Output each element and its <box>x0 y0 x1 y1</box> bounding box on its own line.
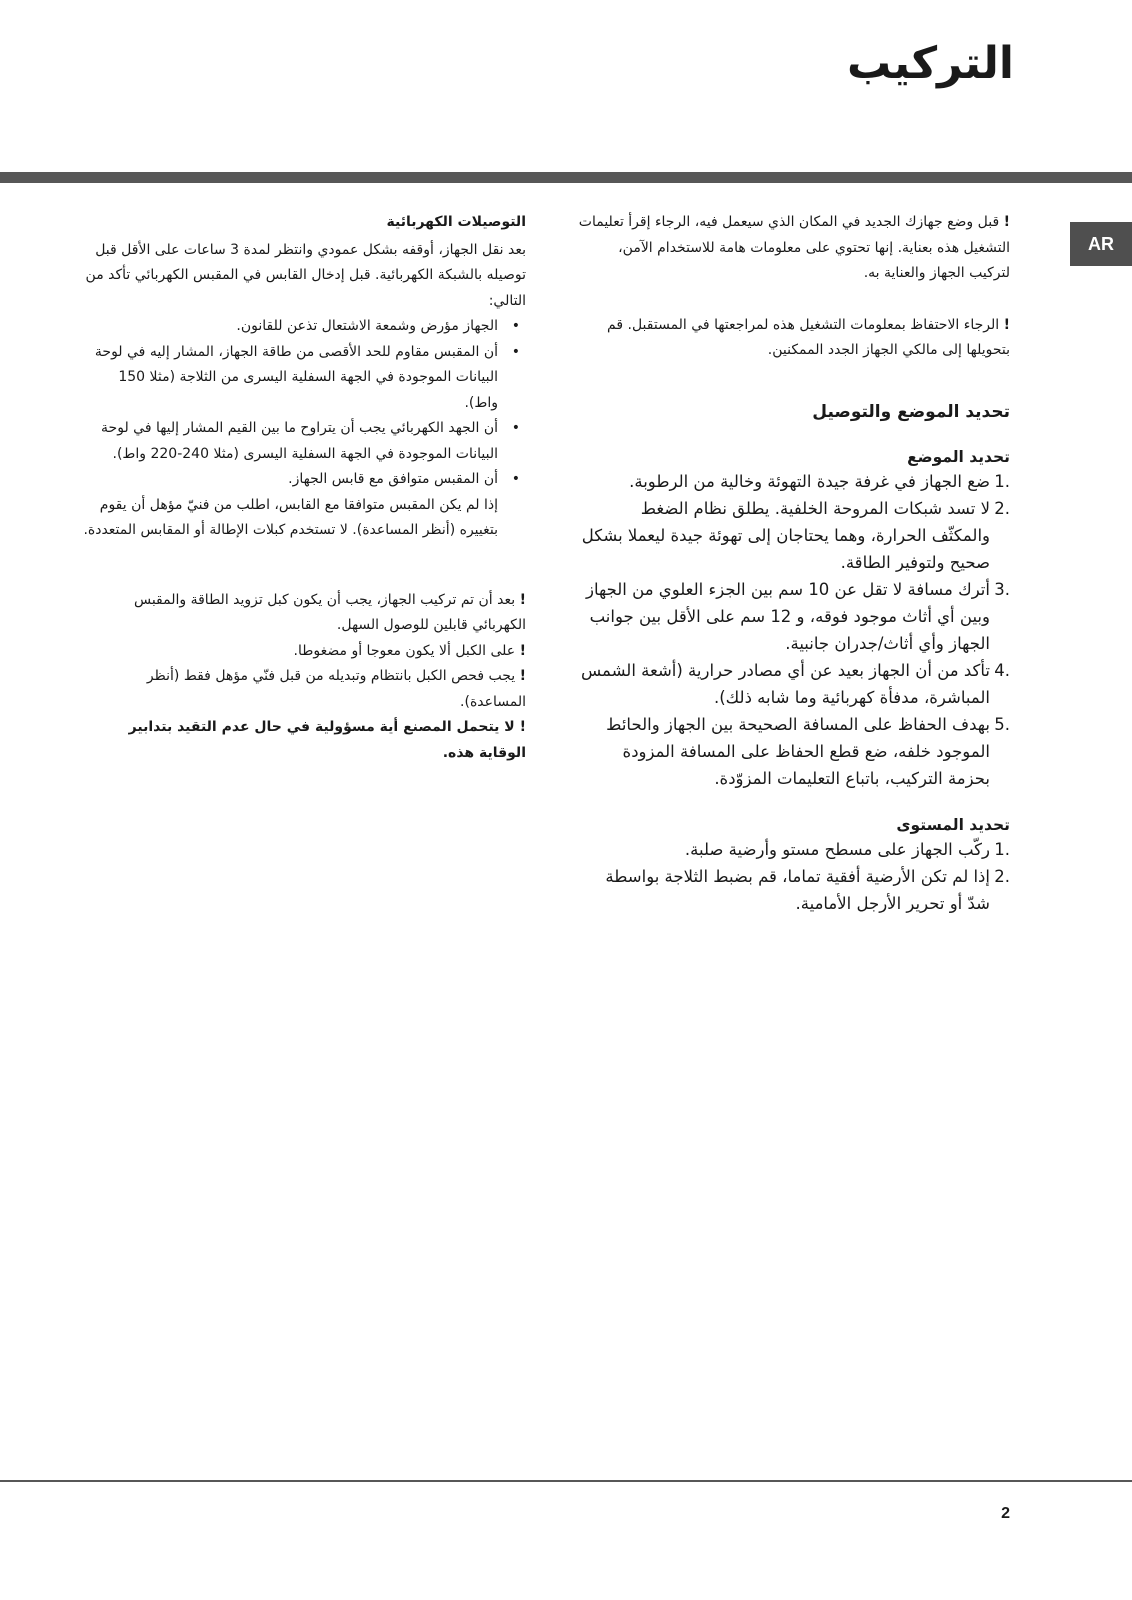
step-text: تأكد من أن الجهاز بعيد عن أي مصادر حرارية (أشعة الشمس المباشرة، مدفأة كهربائية وما شابه ذلك). <box>581 660 990 707</box>
step-number: 2. <box>994 866 1010 886</box>
step-number: 4. <box>994 660 1010 680</box>
warning-item <box>81 639 526 665</box>
warning-item <box>81 664 526 715</box>
list-item <box>578 495 1010 576</box>
list-item: • أن المقبس متوافق مع قابس الجهاز. <box>81 467 526 493</box>
step-number: 2. <box>994 498 1010 518</box>
notice-paragraph <box>578 210 1010 287</box>
step-number: 1. <box>994 839 1010 859</box>
top-divider <box>0 172 1132 183</box>
warning-text: على الكبل ألا يكون معوجا أو مضغوطا. <box>293 642 516 659</box>
left-column <box>81 210 526 766</box>
warning-text: يجب فحص الكبل بانتظام وتبديله من قبل فنّي مؤهل فقط (أنظر المساعدة). <box>146 668 526 710</box>
language-tab: AR <box>1070 222 1132 266</box>
list-item: • الجهاز مؤرض وشمعة الاشتعال تذعن للقانون. <box>81 314 526 340</box>
exclamation-icon: ! <box>519 642 526 659</box>
positioning-steps <box>578 468 1010 792</box>
list-item <box>578 657 1010 711</box>
exclamation-icon: ! <box>519 668 526 684</box>
section-title: تحديد الموضع والتوصيل <box>812 401 1010 422</box>
step-text: لا تسد شبكات المروحة الخلفية. يطلق نظام الضغط والمكثّف الحرارة، وهما يحتاجان إلى تهوئة جيدة ليعملا بشكل صحيح ولتوفير الطاقة. <box>581 498 990 572</box>
notice-text: الرجاء الاحتفاظ بمعلومات التشغيل هذه لمراجعتها في المستقبل. قم بتحويلها إلى مالكي الجهاز الجدد الممكنين. <box>607 316 1010 358</box>
electrical-checklist <box>81 314 526 493</box>
list-item <box>578 863 1010 917</box>
step-text: بهدف الحفاظ على المسافة الصحيحة بين الجهاز والحائط الموجود خلفه، ضع قطع الحفاظ على المسافة المزودة بحزمة التركيب، باتباع التعليمات المزوّدة. <box>606 714 990 788</box>
warning-text: بعد أن تم تركيب الجهاز، يجب أن يكون كبل تزويد الطاقة والمقبس الكهربائي قابلين للوصول السهل. <box>133 591 526 633</box>
list-item: • أن المقبس مقاوم للحد الأقصى من طاقة الجهاز، المشار إليه في لوحة البيانات الموجودة في الجهة السفلية اليسرى من الثلاجة (مثلا 150 واط). <box>81 340 526 417</box>
warning-item <box>81 715 526 766</box>
page-number: 2 <box>1001 1505 1010 1522</box>
step-number: 3. <box>994 579 1010 599</box>
notice-paragraph <box>578 313 1010 364</box>
exclamation-icon: ! <box>1003 214 1010 230</box>
step-text: ضع الجهاز في غرفة جيدة التهوئة وخالية من الرطوبة. <box>629 471 990 491</box>
leveling-steps <box>578 836 1010 917</box>
electrical-heading: التوصيلات الكهربائية <box>386 214 526 230</box>
step-text: إذا لم تكن الأرضية أفقية تماما، قم بضبط الثلاجة بواسطة شدّ أو تحرير الأرجل الأمامية. <box>605 866 990 913</box>
step-text: ركّب الجهاز على مسطح مستو وأرضية صلبة. <box>684 839 990 859</box>
bottom-divider <box>0 1480 1132 1482</box>
exclamation-icon: ! <box>519 591 526 608</box>
list-item <box>578 836 1010 863</box>
step-number: 1. <box>994 471 1010 491</box>
exclamation-icon: ! <box>519 719 526 735</box>
list-item <box>578 711 1010 792</box>
disclaimer-text: لا يتحمل المصنع أية مسؤولية في حال عدم التقيد بتدابير الوقاية هذه. <box>128 719 526 761</box>
list-item <box>578 468 1010 495</box>
exclamation-icon: ! <box>1003 316 1010 333</box>
list-item: • أن الجهد الكهربائي يجب أن يتراوح ما بين القيم المشار إليها في لوحة البيانات الموجودة في الجهة السفلية اليسرى (مثلا 240-220 واط). <box>81 416 526 467</box>
step-number: 5. <box>994 714 1010 734</box>
list-item <box>578 576 1010 657</box>
warning-item <box>81 588 526 639</box>
right-column <box>578 210 1010 917</box>
electrical-intro: بعد نقل الجهاز، أوقفه بشكل عمودي وانتظر لمدة 3 ساعات على الأقل قبل توصيله بالشبكة الكهربائية. قبل إدخال القابس في المقبس الكهربائي تأكد من التالي: <box>85 241 526 309</box>
page-title: التركيب <box>846 38 1014 89</box>
step-text: أترك مسافة لا تقل عن 10 سم بين الجزء العلوي من الجهاز وبين أي أثاث موجود فوقه، و 12 سم على الأقل بين جوانب الجهاز وأي أثاث/جدران جانبية. <box>586 579 990 653</box>
leveling-heading: تحديد المستوى <box>896 815 1010 834</box>
checklist-note: إذا لم يكن المقبس متوافقا مع القابس، اطلب من فنيّ مؤهل أن يقوم بتغييره (أنظر المساعدة). لا تستخدم كبلات الإطالة أو المقابس المتعددة. <box>83 496 498 538</box>
notice-text: قبل وضع جهازك الجديد في المكان الذي سيعمل فيه، الرجاء إقرأ تعليمات التشغيل هذه بعناية. إنها تحتوي على معلومات هامة للاستخدام الآمن، لتركيب الجهاز والعناية به. <box>578 214 1010 281</box>
positioning-heading: تحديد الموضع <box>907 447 1010 466</box>
